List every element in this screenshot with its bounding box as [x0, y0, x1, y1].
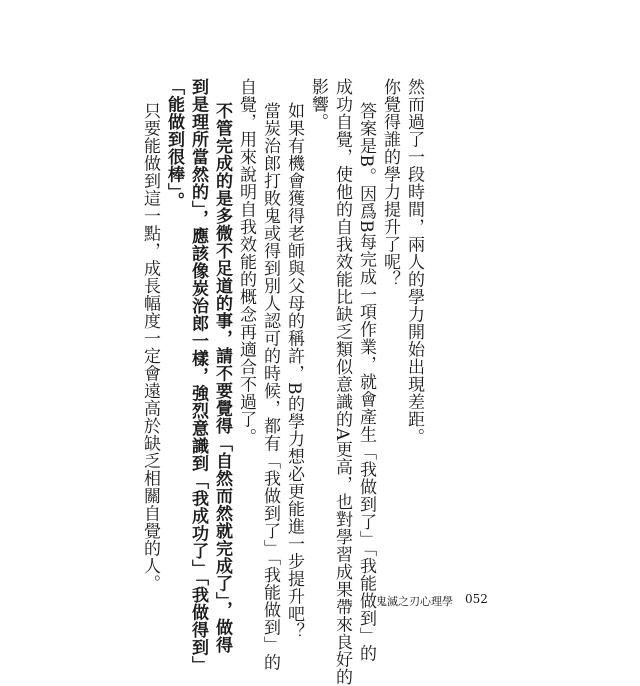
text-line-8: 自覺，用來說明自我效能的概念再適合不過了。: [236, 78, 256, 446]
text-line-6: 如果有機會獲得老師與父母的稱許，B的學力想必更能進一步提升吧？: [284, 102, 304, 640]
text-line-2: 你覺得誰的學力提升了呢？: [380, 78, 400, 288]
text-line-9: 不管完成的是多微不足道的事，請不要覺得「自然而然就完成了」，做得: [212, 102, 232, 654]
text-line-11: 「能做到很棒」。: [164, 78, 184, 210]
book-title: 鬼滅之刃心理學: [376, 595, 453, 608]
text-line-5: 影響。: [308, 78, 328, 131]
text-line-7: 當炭治郎打敗鬼或得到別人認可的時候，都有「我做到了」「我能做到」的: [260, 102, 280, 671]
text-line-12: 只要能做到這一點，成長幅度一定會遠高於缺乏相關自覺的人。: [140, 102, 160, 592]
text-line-1: 然而過了一段時間，兩人的學力開始出現差距。: [404, 78, 424, 446]
text-line-10: 到是理所當然的」，應該像炭治郎一樣，強烈意識到「我成功了」「我做得到」: [188, 78, 208, 674]
page-number: 052: [465, 592, 488, 606]
text-line-3: 答案是B。因爲B每完成一項作業，就會產生「我做到了」「我能做到」的: [356, 102, 376, 662]
text-line-4: 成功自覺，使他的自我效能比缺乏類似意識的A更高，也對學習成果帶來良好的: [332, 78, 352, 686]
